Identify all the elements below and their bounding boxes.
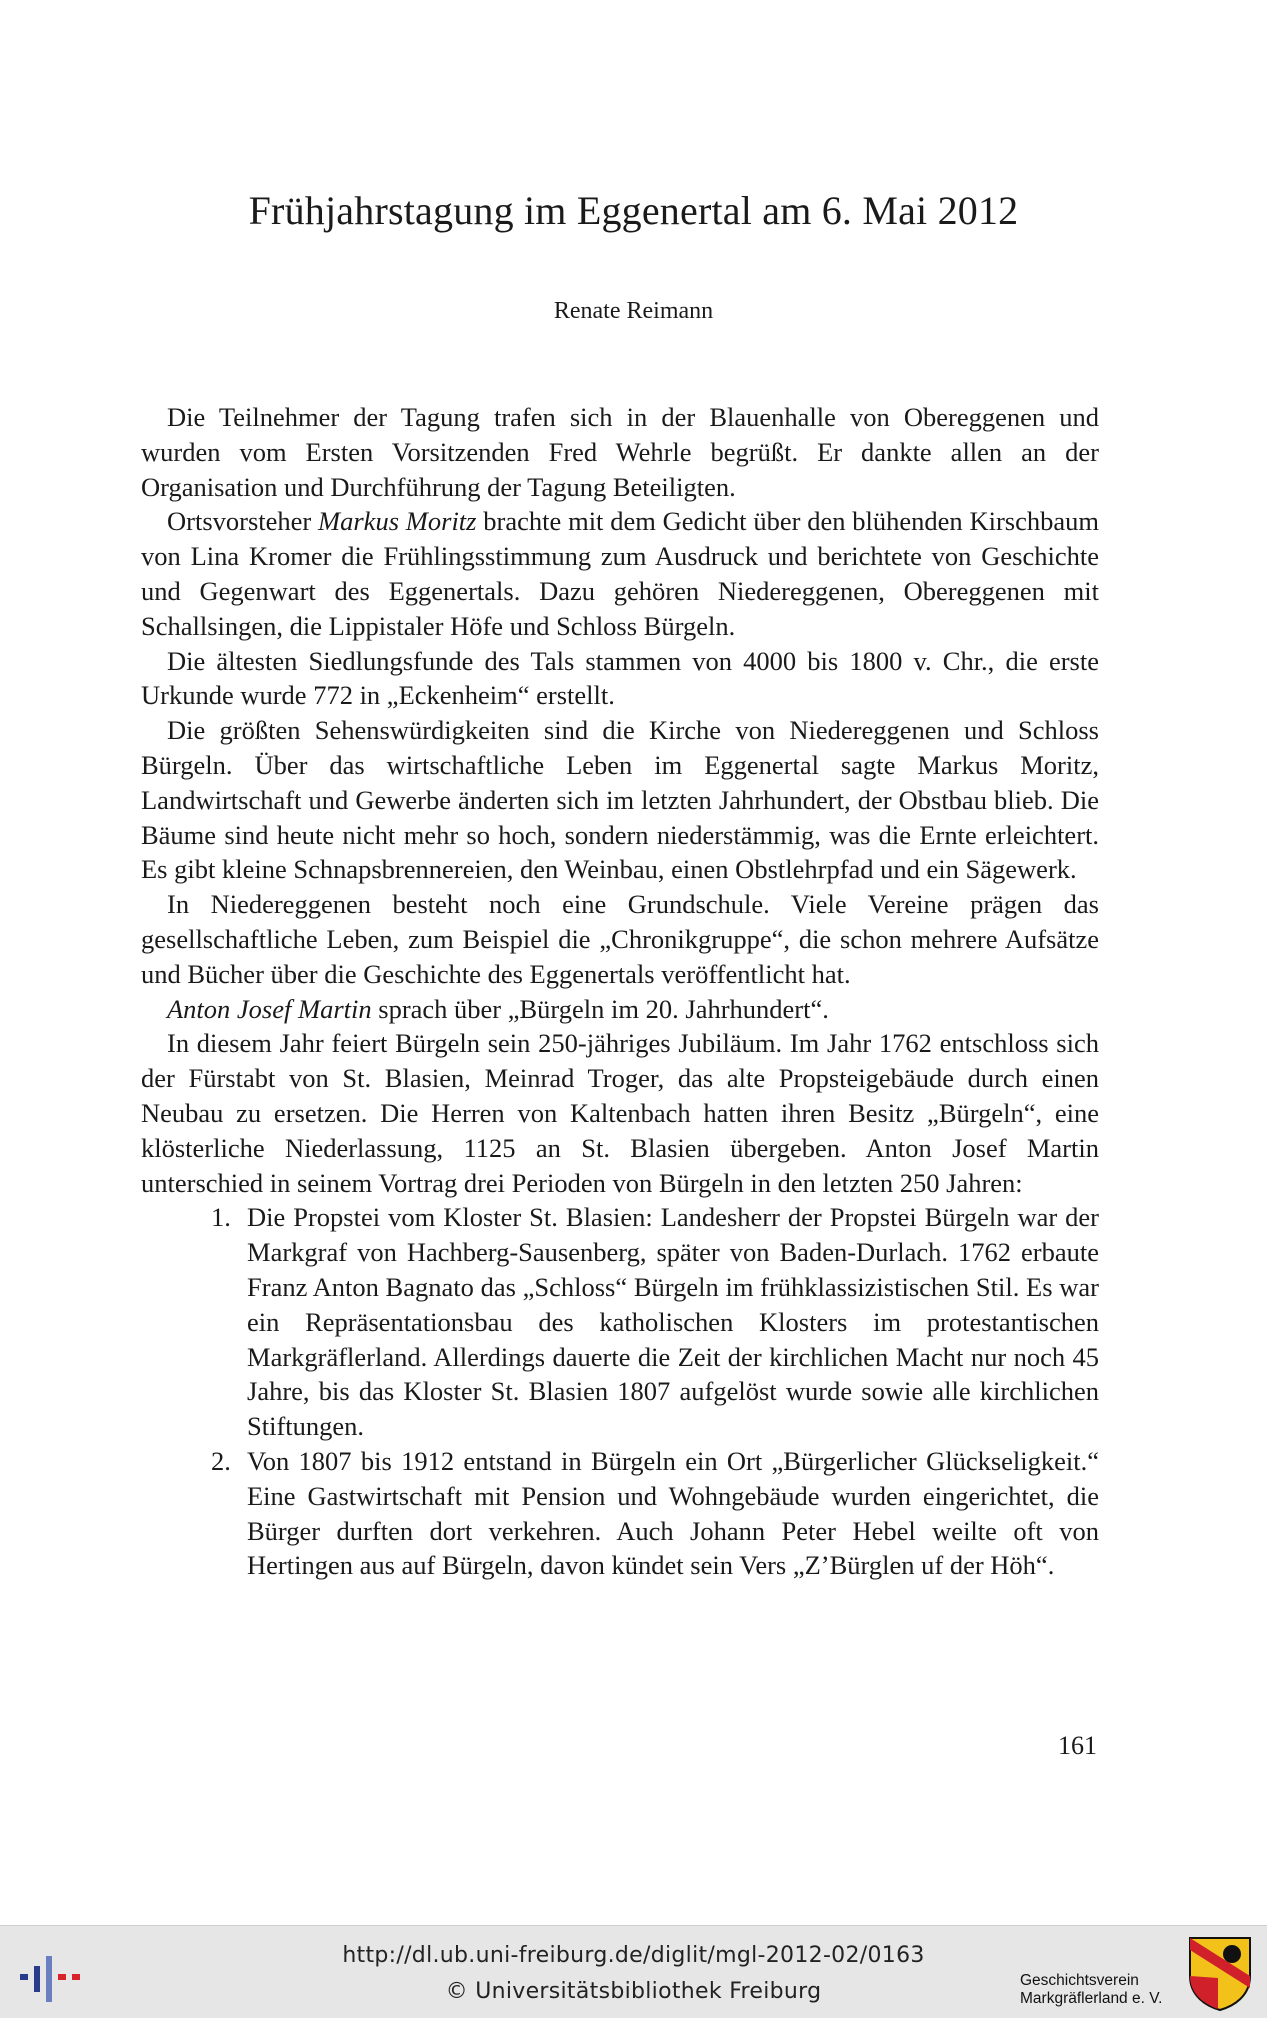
footer-url-link[interactable]: http://dl.ub.uni-freiburg.de/diglit/mgl-2012-02/0163 (342, 1943, 925, 1968)
paragraph: Die ältesten Siedlungsfunde des Tals stammen von 4000 bis 1800 v. Chr., die erste Urkunde wurde 772 in „Eckenheim“ erstellt. (141, 645, 1099, 711)
list-item-text: Die Propstei vom Kloster St. Blasien: Landesherr der Propstei Bürgeln war der Markgraf von Hachberg-Sausenberg, später von Baden-Durlach. 1762 erbaute Franz Anton Bagnato das „Schloss“ Bürgeln im frühklassizistischen Stil. Es war ein Repräsentationsbau des katholischen Klosters im protestantischen Markgräflerland. Allerdings dauerte die Zeit der kirchlichen Macht nur noch 45 Jahre, bis das Kloster St. Blasien 1807 aufgelöst wurde sowie alle kirchlichen Stiftungen. (247, 1202, 1099, 1442)
document-author: Renate Reimann (553, 298, 714, 324)
paragraph (141, 992, 1099, 1027)
list-number: 1. (211, 1202, 231, 1233)
coat-of-arms-icon (1188, 1936, 1252, 2012)
article-body (141, 400, 1099, 1583)
society-line: Geschichtsverein (1020, 1972, 1139, 1989)
society-line: Markgräflerland e. V. (1020, 1990, 1163, 2007)
paragraph: In Niedereggenen besteht noch eine Grundschule. Viele Vereine prägen das gesellschaftliche Leben, zum Beispiel die „Chronikgruppe“, die schon mehrere Aufsätze und Bücher über die Geschichte des Eggenertals veröffentlicht hat. (141, 889, 1099, 989)
list-item (141, 1200, 1099, 1444)
paragraph-rest: sprach über „Bürgeln im 20. Jahrhundert“. (371, 993, 829, 1024)
speaker-name: Anton Josef Martin (167, 993, 372, 1024)
paragraph-lead: Ortsvorsteher (167, 506, 319, 537)
document-title: Frühjahrstagung im Eggenertal am 6. Mai 2012 (248, 188, 1019, 233)
page-number: 161 (1058, 1731, 1097, 1760)
society-name (1020, 1972, 1162, 2008)
list-item-text: Von 1807 bis 1912 entstand in Bürgeln ein Ort „Bürgerlicher Glückseligkeit.“ Eine Gastwirtschaft mit Pension und Wohngebäude wurden eingerichtet, die Bürger durften dort verkehren. Auch Johann Peter Hebel weilte oft von Hertingen aus auf Bürgeln, davon kündet sein Vers „Z’Bürglen uf der Höh“. (247, 1445, 1099, 1581)
footer-copyright: © Universitätsbibliothek Freiburg (445, 1979, 822, 2004)
footer-bar (0, 1925, 1267, 2018)
speaker-name: Markus Moritz (318, 506, 477, 537)
paragraph: In diesem Jahr feiert Bürgeln sein 250-jähriges Jubiläum. Im Jahr 1762 entschloss sich der Fürstabt von St. Blasien, Meinrad Troger, das alte Propsteigebäude durch einen Neubau zu ersetzen. Die Herren von Kaltenbach hatten ihren Besitz „Bürgeln“, eine klösterliche Niederlassung, 1125 an St. Blasien übergeben. Anton Josef Martin unterschied in seinem Vortrag drei Perioden von Bürgeln in den letzten 250 Jahren: (141, 1028, 1099, 1198)
paragraph: Die Teilnehmer der Tagung trafen sich in der Blauenhalle von Obereggenen und wurden vom Ersten Vorsitzenden Fred Wehrle begrüßt. Er dankte allen an der Organisation und Durchführung der Tagung Beteiligten. (141, 402, 1099, 502)
paragraph-rest: brachte mit dem Gedicht über den blühenden Kirschbaum von Lina Kromer die Frühlingsstimmung zum Ausdruck und berichtete von Geschichte und Gegenwart des Eggenertals. Dazu gehören Niedereggenen, Obereggenen mit Schallsingen, die Lippistaler Höfe und Schloss Bürgeln. (141, 506, 1099, 641)
list-number: 2. (211, 1445, 231, 1476)
periods-list (141, 1200, 1099, 1583)
list-item (141, 1444, 1099, 1583)
paragraph: Die größten Sehenswürdigkeiten sind die Kirche von Niedereggenen und Schloss Bürgeln. Über das wirtschaftliche Leben im Eggenertal sagte Markus Moritz, Landwirtschaft und Gewerbe änderten sich im letzten Jahrhundert, der Obstbau blieb. Die Bäume sind heute nicht mehr so hoch, sondern niederstämmig, was die Ernte erleichtert. Es gibt kleine Schnapsbrennereien, den Weinbau, einen Obstlehrpfad und ein Sägewerk. (141, 715, 1099, 885)
paragraph (141, 504, 1099, 643)
